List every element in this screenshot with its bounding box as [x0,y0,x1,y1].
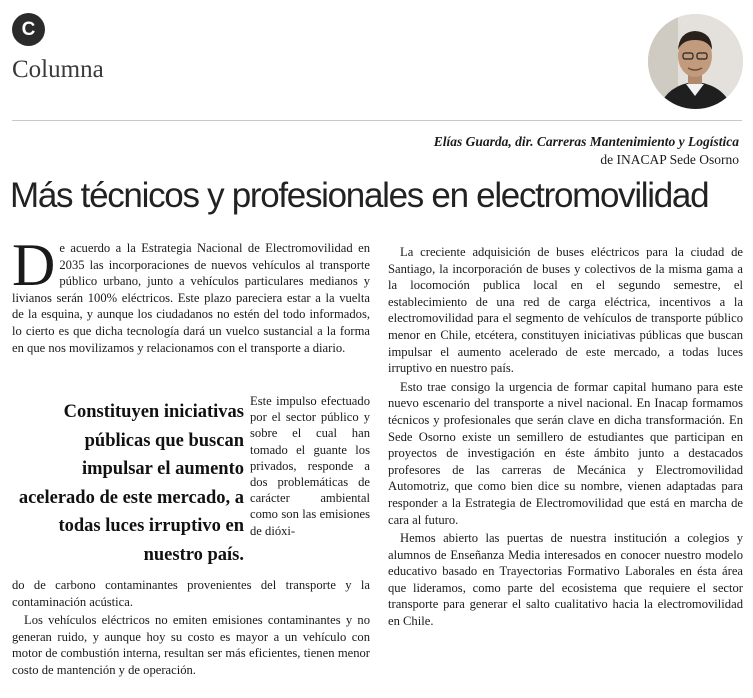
header-divider [12,120,742,121]
author-affiliation: de INACAP Sede Osorno [600,152,739,167]
paragraph: La creciente adquisición de buses eléctricos para la ciudad de Santiago, la incorporación de buses y colectivos de la misma gama a la locomoción publica local en el segundo semestre, el establecimiento de una red de carga eléctrica, incentivos a la electromovilidad para el segmento de vehículos de transporte público menor en Chile, etcétera, constituyen iniciativas públicas que buscan impulsar el aumento acelerado de este mercado, a todas luces irruptivo en nuestro país. [388,245,743,376]
headline: Más técnicos y profesionales en electromovilidad [10,176,709,215]
paragraph-text: e acuerdo a la Estrategia Nacional de Electromovilidad en 2035 las incorporaciones de nuevos vehículos al transporte público urbano, junto a vehículos particulares medianos y livianos serán 100% eléctricos. Este plazo pareciera estar a la vuelta de la esquina, y aunque los ciudadanos no estén del todo informados, lo cierto es que dicha tecnología dará un vuelco sustancial a la forma en que nos movilizamos y relacionamos con el transporte a diario. [12,241,370,355]
section-label: Columna [12,56,104,83]
left-column-bottom [12,577,370,679]
pull-quote: Constituyen iniciativas públicas que buscan impulsar el aumento acelerado de este mercado, a todas luces irruptivo en nuestro país. [18,402,244,565]
paragraph: do de carbono contaminantes provenientes del transporte y la contaminación acústica. [12,578,370,609]
column-badge: C [12,13,45,46]
left-column [12,232,370,356]
author-photo [648,14,743,109]
paragraph: Esto trae consigo la urgencia de formar capital humano para este nuevo escenario del transporte a nivel nacional. En Inacap formamos técnicos y profesionales que serán clave en dicha transformación. En Sede Osorno existe un semillero de estudiantes que participan en proyectos de investigación en éste ámbito junto a destacados profesores de las carreras de Mecánica y Electromovilidad Automotriz, que como bien dice su nombre, vienen adaptadas para responder a la Estrategia de Electromovilidad que está en marcha de cara al futuro. [388,379,743,527]
right-column [388,244,743,630]
side-column [250,393,370,539]
paragraph: Este impulso efectuado por el sector público y sobre el cual han tomado el guante los privados, responde a dos problemáticas de carácter ambiental como son las emisiones de dióxi- [250,394,370,538]
drop-cap: D [12,232,56,298]
author-name: Elías Guarda, dir. Carreras Mantenimiento y Logística [433,134,739,149]
paragraph: Los vehículos eléctricos no emiten emisiones contaminantes y no generan ruido, y aunque hoy su costo es mayor a un vehículo con motor de combustión interna, resultan ser más eficientes, tienen menor costo de mantención y de operación. [12,613,370,677]
paragraph: Hemos abierto las puertas de nuestra institución a colegios y alumnos de Enseñanza Media interesados en conocer nuestro modelo educativo basado en Trayectorias Formativo Laborales en ésta área que lideramos, como parte del ecosistema que requiere el sector transporte para generar el salto cualitativo hacia la electromovilidad en Chile. [388,531,743,629]
paragraph [12,232,370,356]
